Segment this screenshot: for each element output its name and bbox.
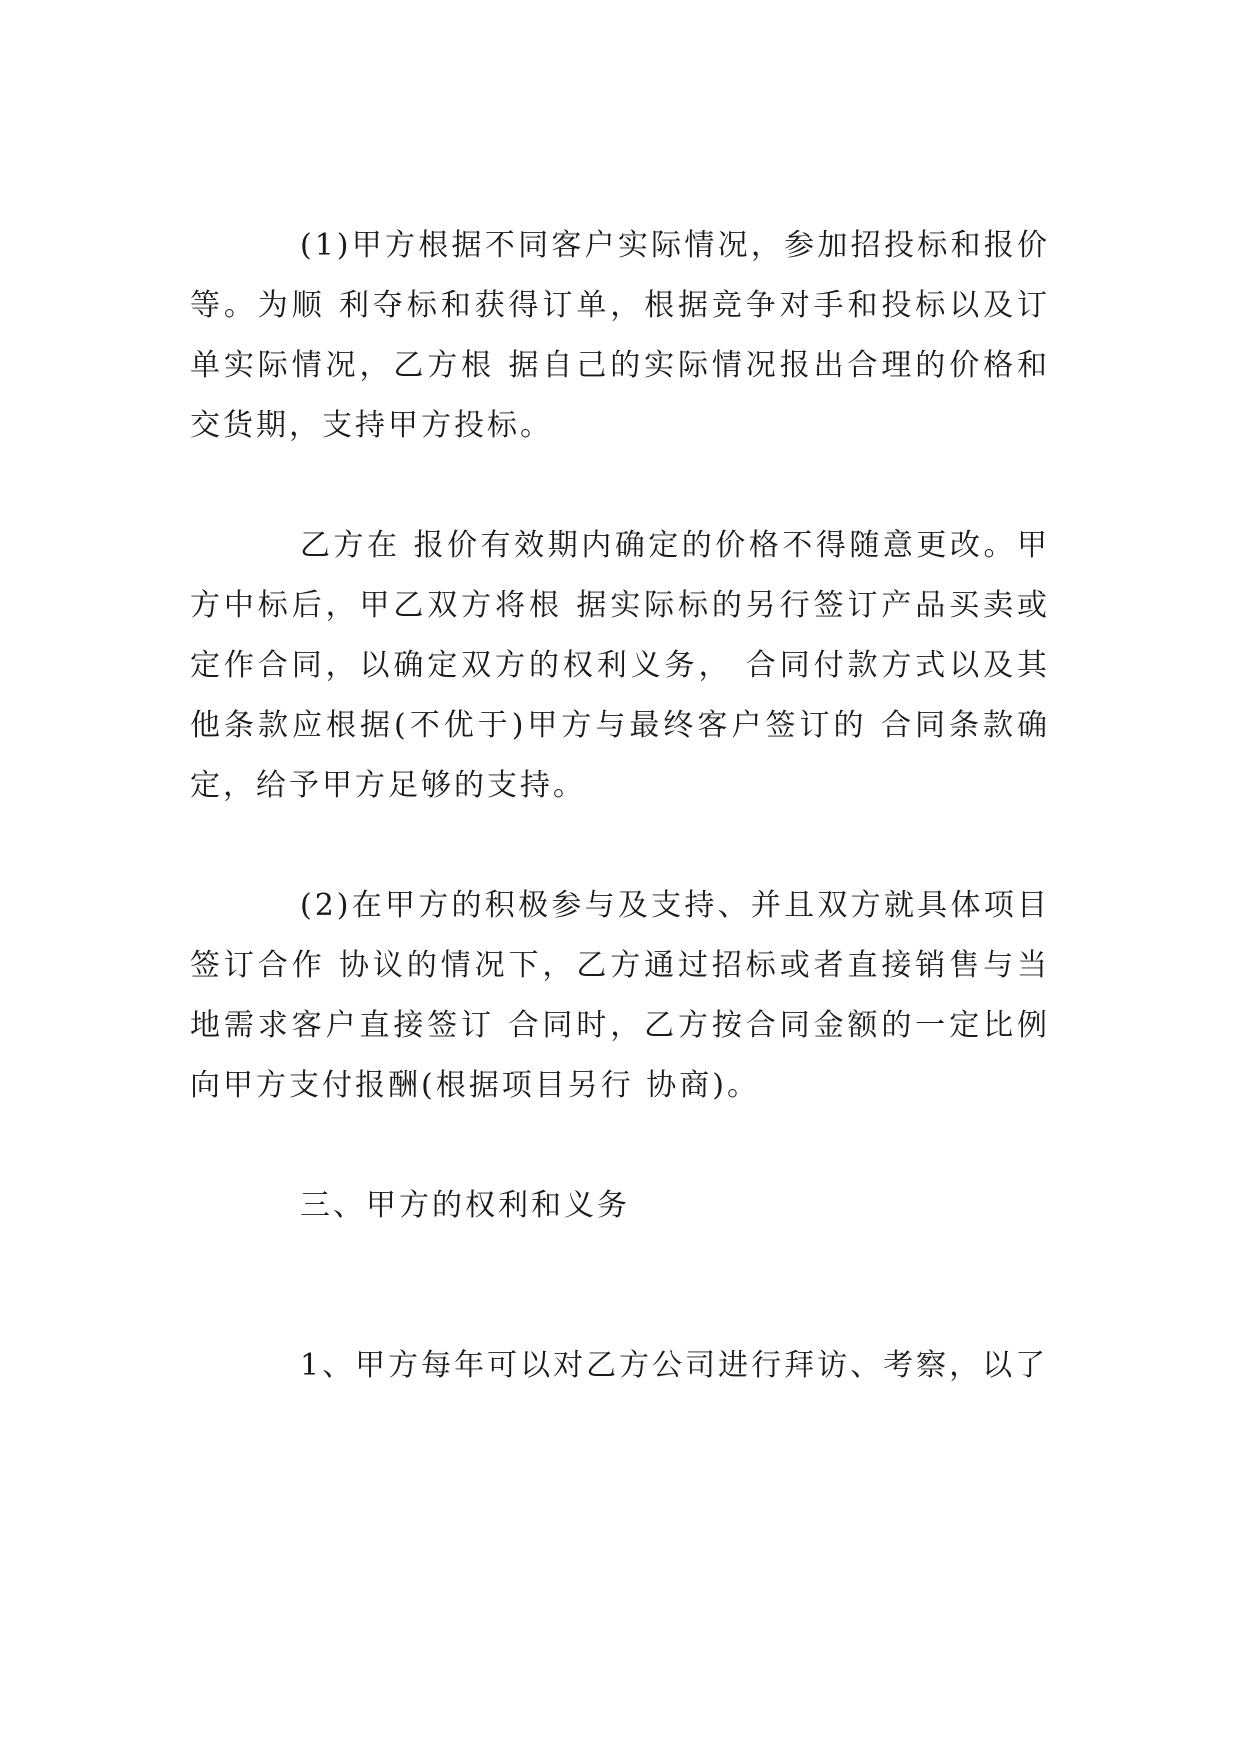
paragraph-bidding-support: (1)甲方根据不同客户实际情况，参加招投标和报价等。为顺 利夺标和获得订单，根据竞争对手和投标以及订单实际情况，乙方根 据自己的实际情况报出合理的价格和交货期，支持甲方投标。 — [190, 228, 1050, 443]
paragraph-visit-inspection: 1、甲方每年可以对乙方公司进行拜访、考察，以了 — [300, 1348, 1049, 1383]
section-heading: 三、甲方的权利和义务 — [300, 1188, 630, 1223]
paragraph-remuneration: (2)在甲方的积极参与及支持、并且双方就具体项目签订合作 协议的情况下，乙方通过招标或者直接销售与当地需求客户直接签订 合同时，乙方按合同金额的一定比例向甲方支付报酬(根据项目另行 协商)。 — [190, 888, 1050, 1103]
paragraph-price-validity: 乙方在 报价有效期内确定的价格不得随意更改。甲方中标后，甲乙双方将根 据实际标的另行签订产品买卖或定作合同，以确定双方的权利义务， 合同付款方式以及其他条款应根据(不优于)甲方与最终客户签订的 合同条款确定，给予甲方足够的支持。 — [190, 528, 1050, 803]
